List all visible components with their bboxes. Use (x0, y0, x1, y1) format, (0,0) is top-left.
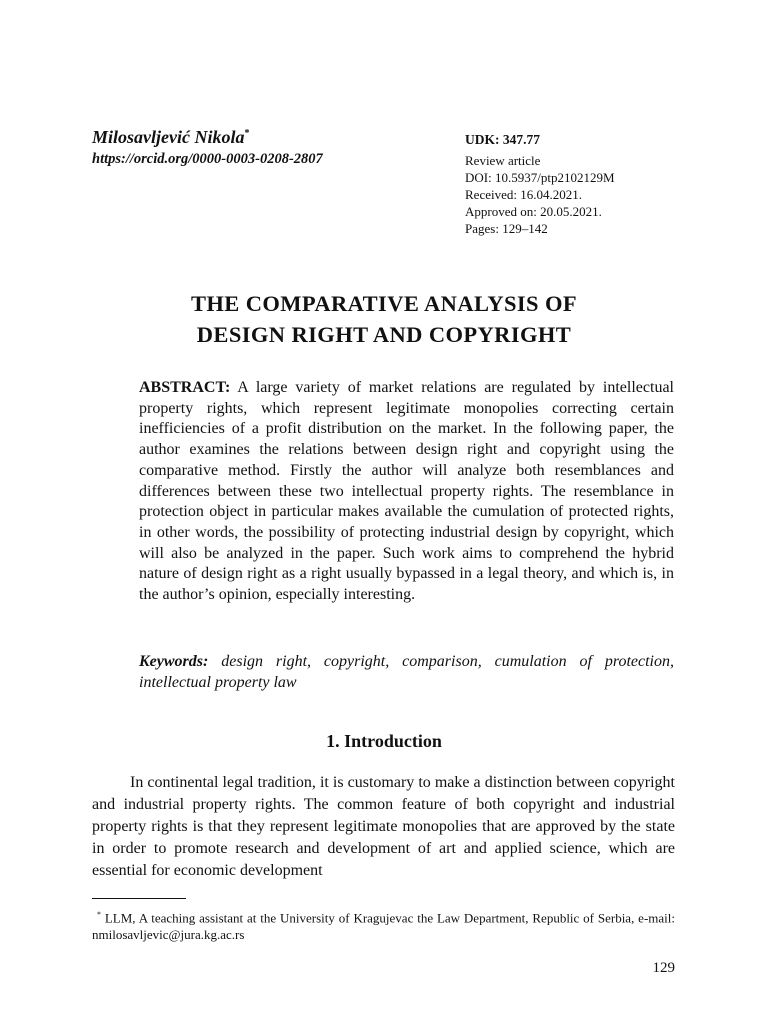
keywords-label: Keywords: (139, 653, 209, 670)
paper-title-line-2: DESIGN RIGHT AND COPYRIGHT (196, 322, 572, 347)
paper-title (92, 288, 676, 350)
author-orcid-link[interactable]: https://orcid.org/0000-0003-0208-2807 (92, 151, 323, 167)
udk-code: UDK: 347.77 (465, 132, 540, 147)
approved-date: Approved on: 20.05.2021. (465, 204, 602, 219)
intro-paragraph: In continental legal tradition, it is customary to make a distinction between copyright and industrial property rights. The common feature of both copyright and industrial property rights is that they represent legitimate monopolies that are approved by the state in order to promote research and development of art and applied science, which are essential for economic development (92, 774, 675, 879)
article-metadata (465, 131, 615, 237)
page-number: 129 (652, 960, 675, 976)
received-date: Received: 16.04.2021. (465, 187, 582, 202)
author-name-text: Milosavljević Nikola (92, 127, 245, 147)
article-type: Review article (465, 153, 541, 168)
footnote-text: LLM, A teaching assistant at the University of Kragujevac the Law Department, Republic of Serbia, e-mail: nmilosavljevic@jura.kg.ac.rs (92, 910, 675, 943)
section-heading: 1. Introduction (326, 731, 442, 751)
page-range: Pages: 129–142 (465, 221, 548, 236)
keywords (139, 652, 674, 693)
keywords-text: design right, copyright, comparison, cumulation of protection, intellectual property law (139, 653, 675, 691)
abstract-text: A large variety of market relations are regulated by intellectual property rights, which represent legitimate monopolies correcting certain inefficiencies of a profit distribution on the market. In the following paper, the author examines the relations between design right and copyright using the comparative method. Firstly the author will analyze both resemblances and differences between these two intellectual property rights. The resemblance in protection object in particular makes available the cumulation of protected rights, in other words, the possibility of protecting industrial design by copyright, which will also be analyzed in the paper. Such work aims to comprehend the hybrid nature of design right as a right usually bypassed in a legal theory, and which is, in the author’s opinion, especially interesting. (139, 379, 674, 604)
author-name (92, 127, 249, 148)
footnote (92, 906, 675, 943)
author-footnote-marker: * (244, 128, 250, 139)
doi: DOI: 10.5937/ptp2102129M (465, 170, 615, 185)
paper-title-line-1: THE COMPARATIVE ANALYSIS OF (190, 291, 578, 316)
abstract (139, 378, 674, 606)
abstract-label: ABSTRACT: (139, 379, 231, 396)
footnote-marker: * (97, 910, 101, 919)
footnote-divider (92, 898, 186, 899)
